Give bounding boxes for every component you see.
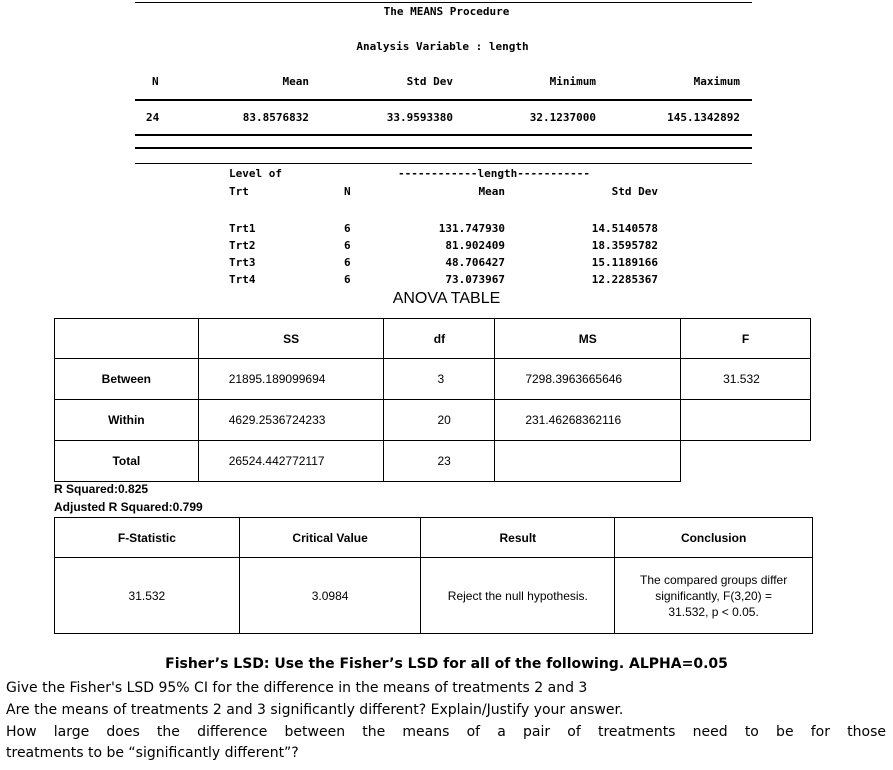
value-mean: 83.8576832	[242, 111, 309, 124]
col-header-mean: Mean	[282, 75, 309, 88]
anova-header-df: df	[384, 319, 495, 359]
ftest-header-result: Result	[421, 518, 615, 558]
group-sd: 18.3595782	[591, 239, 658, 252]
group-n: 6	[344, 256, 351, 269]
r-squared-text: R Squared:0.825	[54, 482, 149, 496]
anova-f	[681, 400, 811, 441]
col-header-maximum: Maximum	[693, 75, 740, 88]
group-sd: 14.5140578	[591, 222, 658, 235]
value-std-dev: 33.9593380	[386, 111, 453, 124]
group-trt: Trt2	[229, 239, 256, 252]
anova-ms	[495, 441, 681, 482]
col-header-std-dev: Std Dev	[406, 75, 453, 88]
anova-row-label: Within	[55, 400, 199, 441]
value-n: 24	[146, 111, 160, 124]
table-row	[55, 400, 811, 441]
adj-r-squared-text: Adjusted R Squared:0.799	[54, 500, 203, 514]
anova-header-ms: MS	[495, 319, 681, 359]
anova-ss: 21895.189099694	[198, 359, 384, 400]
anova-df: 20	[384, 400, 495, 441]
group-trt: Trt1	[229, 222, 256, 235]
conclusion-line: significantly, F(3,20) =	[655, 588, 773, 603]
anova-df: 3	[384, 359, 495, 400]
f-test-table	[54, 517, 813, 634]
anova-corner-cell	[55, 319, 199, 359]
ftest-header-f-statistic: F-Statistic	[55, 518, 240, 558]
question-3-line-1: How large does the difference between the means of a pair of treatments need to be for those	[6, 724, 886, 740]
ftest-header-critical-value: Critical Value	[239, 518, 421, 558]
trt-label: Trt	[229, 185, 249, 198]
anova-ss: 4629.2536724233	[198, 400, 384, 441]
group-mean: 73.073967	[445, 273, 505, 286]
table-row	[55, 359, 811, 400]
value-maximum: 145.1342892	[667, 111, 740, 124]
anova-row-label: Between	[55, 359, 199, 400]
anova-table	[54, 318, 811, 482]
anova-row-label: Total	[55, 441, 199, 482]
question-3-line-2: treatments to be “significantly different”?	[6, 745, 299, 761]
level-of-label: Level of	[229, 167, 282, 180]
means-title: The MEANS Procedure	[383, 5, 510, 18]
ftest-header-conclusion: Conclusion	[615, 518, 813, 558]
anova-f	[681, 441, 811, 482]
conclusion-line: The compared groups differ	[640, 572, 788, 587]
rule-header	[135, 99, 752, 101]
group-mean: 81.902409	[445, 239, 505, 252]
group-n: 6	[344, 239, 351, 252]
anova-f: 31.532	[681, 359, 811, 400]
anova-ms: 7298.3963665646	[495, 359, 681, 400]
question-2: Are the means of treatments 2 and 3 significantly different? Explain/Justify your answer.	[6, 702, 624, 718]
group-n-label: N	[344, 185, 351, 198]
r-squared	[54, 482, 148, 496]
group-n: 6	[344, 222, 351, 235]
anova-header-f: F	[681, 319, 811, 359]
anova-df: 23	[384, 441, 495, 482]
group-sd-label: Std Dev	[611, 185, 658, 198]
anova-ms: 231.46268362116	[495, 400, 681, 441]
ftest-f-statistic: 31.532	[55, 558, 240, 634]
anova-title: ANOVA TABLE	[392, 290, 501, 307]
anova-header-ss: SS	[198, 319, 384, 359]
rule-bottom-1	[135, 134, 752, 136]
ftest-critical-value: 3.0984	[239, 558, 421, 634]
length-span-label: ------------length-----------	[398, 167, 591, 180]
col-header-n: N	[152, 75, 159, 88]
value-minimum: 32.1237000	[529, 111, 596, 124]
group-n: 6	[344, 273, 351, 286]
rule-bottom-2	[135, 147, 752, 149]
group-mean: 48.706427	[445, 256, 505, 269]
ftest-result: Reject the null hypothesis.	[421, 558, 615, 634]
table-row	[55, 441, 811, 482]
table-row	[55, 558, 813, 634]
questions-heading: Fisher’s LSD: Use the Fisher’s LSD for all of the following. ALPHA=0.05	[165, 656, 728, 672]
rule-top	[135, 2, 752, 3]
rule-group-top	[135, 163, 752, 164]
group-mean-label: Mean	[478, 185, 505, 198]
col-header-minimum: Minimum	[549, 75, 596, 88]
question-1: Give the Fisher's LSD 95% CI for the difference in the means of treatments 2 and 3	[6, 680, 588, 696]
group-sd: 12.2285367	[591, 273, 658, 286]
ftest-conclusion	[615, 558, 813, 634]
conclusion-line: 31.532, p < 0.05.	[668, 604, 759, 619]
group-trt: Trt4	[229, 273, 256, 286]
group-mean: 131.747930	[438, 222, 505, 235]
group-sd: 15.1189166	[591, 256, 658, 269]
group-trt: Trt3	[229, 256, 256, 269]
adj-r-squared	[54, 500, 203, 514]
anova-ss: 26524.442772117	[198, 441, 384, 482]
analysis-variable: Analysis Variable : length	[356, 40, 529, 53]
